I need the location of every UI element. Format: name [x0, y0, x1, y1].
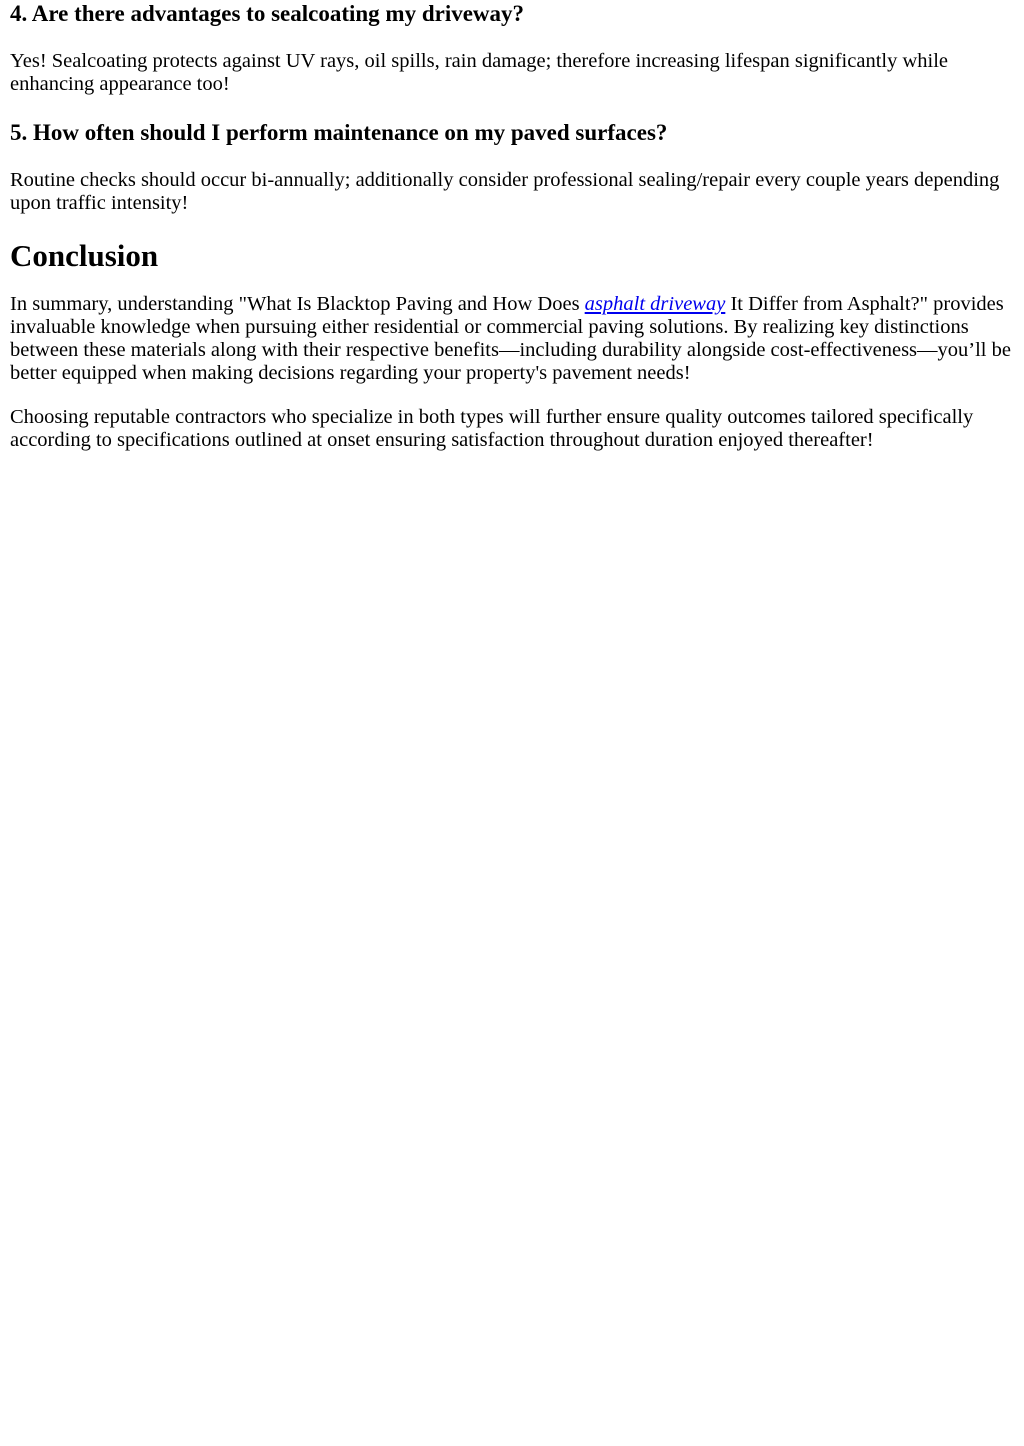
conclusion-choosing-paragraph: Choosing reputable contractors who specialize in both types will further ensure quality outcomes tailored specifically according to specifications outlined at onset ensuring satisfaction throughout duration enjoyed thereafter!: [10, 406, 974, 451]
asphalt-driveway-link[interactable]: asphalt driveway: [584, 293, 726, 315]
conclusion-summary-paragraph: [10, 293, 1014, 385]
faq-answer-4-paragraph: Yes! Sealcoating protects against UV rays, oil spills, rain damage; therefore increasing lifespan significantly while enhancing appearance too!: [10, 50, 949, 95]
faq-question-4-heading: 4. Are there advantages to sealcoating my driveway?: [10, 1, 525, 26]
summary-text-before-link: In summary, understanding "What Is Blacktop Paving and How Does: [10, 293, 585, 315]
faq-question-5-heading: 5. How often should I perform maintenance on my paved surfaces?: [10, 120, 668, 145]
conclusion-heading: Conclusion: [10, 238, 159, 273]
article-content: [10, 0, 1014, 452]
faq-answer-5-paragraph: Routine checks should occur bi-annually; additionally consider professional sealing/repair every couple years depending upon traffic intensity!: [10, 169, 1000, 214]
summary-text-after-link: It Differ from Asphalt?" provides invaluable knowledge when pursuing either residential or commercial paving solutions. By realizing key distinctions between these materials along with their respective benefits—including durability alongside cost-effectiveness—you’ll be better equipped when making decisions regarding your property's pavement needs!: [10, 293, 1011, 384]
